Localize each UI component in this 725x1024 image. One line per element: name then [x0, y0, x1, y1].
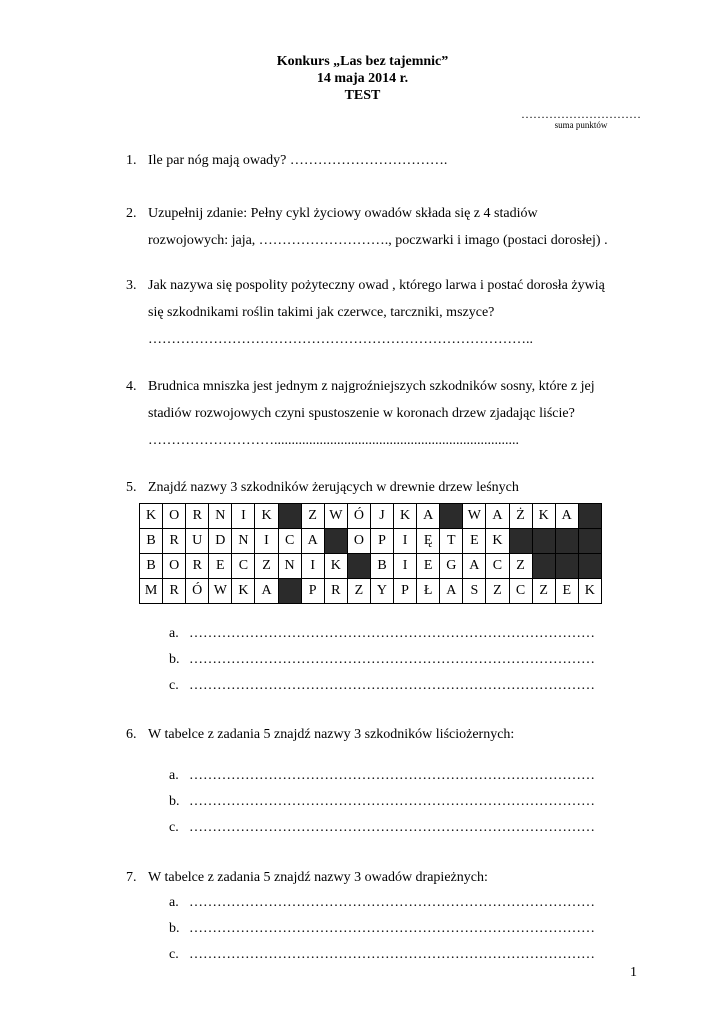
answer-line[interactable] [169, 673, 639, 699]
question-number: 1. [126, 153, 137, 168]
question-1 [126, 147, 646, 174]
document-subtitle: TEST [344, 88, 381, 103]
grid-letter-cell: I [394, 554, 417, 579]
grid-letter-cell: A [440, 579, 463, 604]
question-number: 6. [126, 727, 137, 742]
grid-letter-cell: Ę [417, 529, 440, 554]
answer-letter: b. [169, 921, 180, 936]
answer-dots: …………………………………………………………………………… [189, 678, 595, 693]
answer-letter: b. [169, 652, 180, 667]
grid-letter-cell: B [370, 554, 393, 579]
grid-letter-cell: Z [255, 554, 278, 579]
question-text: Brudnica mniszka jest jednym z najgroźniejszych szkodników sosny, które z jej [148, 379, 595, 394]
grid-letter-cell: R [324, 579, 347, 604]
grid-letter-cell: E [209, 554, 232, 579]
grid-letter-cell: A [417, 504, 440, 529]
grid-letter-cell: R [163, 529, 186, 554]
grid-letter-cell: O [163, 554, 186, 579]
grid-blank-cell [578, 554, 601, 579]
grid-letter-cell: S [463, 579, 486, 604]
answer-line[interactable] [169, 916, 639, 942]
grid-blank-cell [555, 554, 578, 579]
answer-line[interactable]: ……………………………………………………………………….. [148, 332, 533, 347]
grid-letter-cell: D [209, 529, 232, 554]
grid-row [140, 554, 602, 579]
page-number: 1 [630, 965, 637, 980]
grid-letter-cell: K [255, 504, 278, 529]
grid-blank-cell [347, 554, 370, 579]
answer-letter: a. [169, 626, 179, 641]
grid-letter-cell: W [209, 579, 232, 604]
question-number: 7. [126, 870, 137, 885]
grid-letter-cell: Ó [347, 504, 370, 529]
grid-blank-cell [440, 504, 463, 529]
score-label: suma punktów [554, 120, 608, 130]
answer-letter: c. [169, 678, 179, 693]
answer-dots: …………………………………………………………………………… [189, 820, 595, 835]
grid-letter-cell: C [486, 554, 509, 579]
answer-line[interactable] [169, 815, 639, 841]
answer-line[interactable] [169, 763, 639, 789]
grid-letter-cell: Z [301, 504, 324, 529]
grid-letter-cell: C [509, 579, 532, 604]
answer-dots: …………………………………………………………………………… [189, 768, 595, 783]
grid-letter-cell: Z [486, 579, 509, 604]
question-text: Znajdź nazwy 3 szkodników żerujących w drewnie drzew leśnych [148, 480, 519, 495]
grid-row [140, 579, 602, 604]
question-4 [126, 373, 646, 454]
grid-blank-cell [578, 504, 601, 529]
grid-letter-cell: O [347, 529, 370, 554]
q5-answers [169, 621, 639, 699]
grid-letter-cell: R [163, 579, 186, 604]
grid-letter-cell: E [463, 529, 486, 554]
answer-dots: …………………………………………………………………………… [189, 794, 595, 809]
grid-letter-cell: B [140, 529, 163, 554]
grid-blank-cell [278, 579, 301, 604]
grid-letter-cell: R [186, 554, 209, 579]
question-6 [126, 721, 646, 748]
question-text: Ile par nóg mają owady? ……………………………. [148, 153, 448, 168]
grid-letter-cell: N [232, 529, 255, 554]
answer-dots: …………………………………………………………………………… [189, 947, 595, 962]
grid-letter-cell: W [324, 504, 347, 529]
question-text: Uzupełnij zdanie: Pełny cykl życiowy owadów składa się z 4 stadiów [148, 206, 538, 221]
question-text: stadiów rozwojowych czyni spustoszenie w koronach drzew zjadając liście? [148, 406, 575, 421]
grid-letter-cell: K [324, 554, 347, 579]
grid-letter-cell: U [186, 529, 209, 554]
grid-letter-cell: P [370, 529, 393, 554]
grid-letter-cell: T [440, 529, 463, 554]
grid-blank-cell [555, 529, 578, 554]
score-box [521, 108, 641, 131]
grid-letter-cell: A [301, 529, 324, 554]
grid-letter-cell: K [532, 504, 555, 529]
answer-dots: …………………………………………………………………………… [189, 626, 595, 641]
question-3 [126, 272, 646, 353]
question-text: W tabelce z zadania 5 znajdź nazwy 3 owadów drapieżnych: [148, 870, 488, 885]
q6-answers [169, 763, 639, 841]
grid-letter-cell: O [163, 504, 186, 529]
grid-letter-cell: Ó [186, 579, 209, 604]
grid-row [140, 529, 602, 554]
grid-letter-cell: N [278, 554, 301, 579]
answer-letter: a. [169, 895, 179, 910]
question-text: rozwojowych: jaja, ………………………., poczwarki i imago (postaci dorosłej) . [148, 233, 608, 248]
question-number: 4. [126, 379, 137, 394]
grid-blank-cell [578, 529, 601, 554]
grid-letter-cell: K [578, 579, 601, 604]
grid-letter-cell: Ż [509, 504, 532, 529]
grid-letter-cell: N [209, 504, 232, 529]
grid-blank-cell [532, 554, 555, 579]
grid-letter-cell: G [440, 554, 463, 579]
document-title: Konkurs „Las bez tajemnic” [276, 54, 449, 69]
grid-letter-cell: I [232, 504, 255, 529]
grid-letter-cell: K [394, 504, 417, 529]
grid-blank-cell [532, 529, 555, 554]
answer-letter: b. [169, 794, 180, 809]
grid-letter-cell: C [232, 554, 255, 579]
grid-letter-cell: Z [347, 579, 370, 604]
grid-letter-cell: M [140, 579, 163, 604]
answer-line[interactable] [169, 621, 639, 647]
grid-letter-cell: P [301, 579, 324, 604]
document-date: 14 maja 2014 r. [316, 71, 409, 86]
question-text: W tabelce z zadania 5 znajdź nazwy 3 szkodników liściożernych: [148, 727, 515, 742]
grid-letter-cell: K [232, 579, 255, 604]
grid-letter-cell: J [370, 504, 393, 529]
grid-letter-cell: A [555, 504, 578, 529]
grid-letter-cell: W [463, 504, 486, 529]
grid-row [140, 504, 602, 529]
answer-line[interactable] [169, 890, 639, 916]
answer-letter: a. [169, 768, 179, 783]
question-5 [126, 474, 646, 501]
grid-letter-cell: Ł [417, 579, 440, 604]
grid-letter-cell: P [394, 579, 417, 604]
grid-letter-cell: K [486, 529, 509, 554]
grid-blank-cell [509, 529, 532, 554]
grid-letter-cell: A [486, 504, 509, 529]
question-7 [126, 864, 646, 891]
answer-dots: …………………………………………………………………………… [189, 921, 595, 936]
answer-letter: c. [169, 820, 179, 835]
grid-letter-cell: C [278, 529, 301, 554]
q7-answers [169, 890, 639, 968]
question-text: się szkodnikami roślin takimi jak czerwce, tarczniki, mszyce? [148, 305, 495, 320]
answer-dots: …………………………………………………………………………… [189, 652, 595, 667]
grid-letter-cell: I [394, 529, 417, 554]
grid-letter-cell: I [301, 554, 324, 579]
answer-line[interactable] [169, 647, 639, 673]
grid-letter-cell: I [255, 529, 278, 554]
question-text: Jak nazywa się pospolity pożyteczny owad , którego larwa i postać dorosła żywią [148, 278, 605, 293]
grid-letter-cell: Y [370, 579, 393, 604]
answer-letter: c. [169, 947, 179, 962]
grid-letter-cell: K [140, 504, 163, 529]
grid-letter-cell: R [186, 504, 209, 529]
answer-line[interactable]: ………………………...................................................................... [148, 433, 519, 448]
grid-letter-cell: E [417, 554, 440, 579]
question-2 [126, 200, 646, 254]
grid-letter-cell: A [255, 579, 278, 604]
grid-letter-cell: Z [509, 554, 532, 579]
answer-line[interactable] [169, 789, 639, 815]
grid-letter-cell: B [140, 554, 163, 579]
answer-dots: …………………………………………………………………………… [189, 895, 595, 910]
answer-line[interactable] [169, 942, 639, 968]
grid-letter-cell: Z [532, 579, 555, 604]
grid-blank-cell [278, 504, 301, 529]
question-number: 3. [126, 278, 137, 293]
letter-grid [139, 503, 602, 604]
grid-blank-cell [324, 529, 347, 554]
score-dots: ………………………… [521, 107, 641, 121]
question-number: 5. [126, 480, 137, 495]
grid-letter-cell: E [555, 579, 578, 604]
question-number: 2. [126, 206, 137, 221]
grid-letter-cell: A [463, 554, 486, 579]
